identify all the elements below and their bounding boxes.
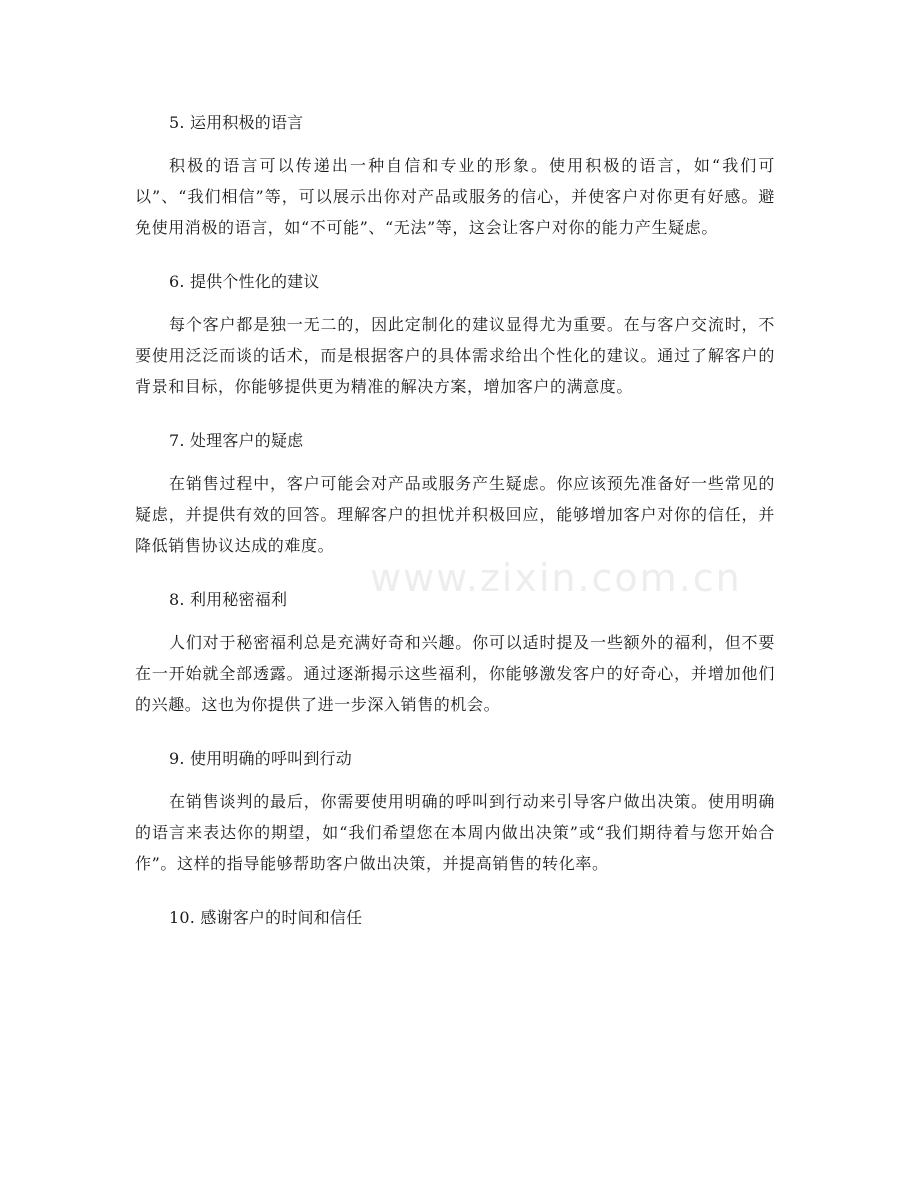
- section-heading: 6. 提供个性化的建议: [169, 272, 320, 291]
- section-10: [135, 903, 775, 933]
- section-9: [135, 744, 775, 879]
- section-body: 在销售过程中，客户可能会对产品或服务产生疑虑。你应该预先准备好一些常见的疑虑，并提供有效的回答。理解客户的担忧并积极回应，能够增加客户对你的信任，并降低销售协议达成的难度。: [135, 474, 775, 555]
- section-7: [135, 426, 775, 561]
- section-5: [135, 108, 775, 243]
- document-content: [135, 108, 775, 933]
- section-body: 人们对于秘密福利总是充满好奇和兴趣。你可以适时提及一些额外的福利，但不要在一开始就全部透露。通过逐渐揭示这些福利，你能够激发客户的好奇心，并增加他们的兴趣。这也为你提供了进一步深入销售的机会。: [135, 633, 775, 714]
- section-8: [135, 585, 775, 720]
- section-6: [135, 267, 775, 402]
- section-body: 在销售谈判的最后，你需要使用明确的呼叫到行动来引导客户做出决策。使用明确的语言来表达你的期望，如“我们希望您在本周内做出决策”或“我们期待着与您开始合作”。这样的指导能够帮助客户做出决策，并提高销售的转化率。: [135, 792, 775, 873]
- section-body: 积极的语言可以传递出一种自信和专业的形象。使用积极的语言，如“我们可以”、“我们相信”等，可以展示出你对产品或服务的信心，并使客户对你更有好感。避免使用消极的语言，如“不可能”、“无法”等，这会让客户对你的能力产生疑虑。: [135, 156, 775, 237]
- section-heading: 7. 处理客户的疑虑: [169, 431, 304, 450]
- section-heading: 5. 运用积极的语言: [169, 113, 304, 132]
- watermark: www.zixin.com.cn: [370, 556, 742, 600]
- section-heading: 9. 使用明确的呼叫到行动: [169, 749, 352, 768]
- section-body: 每个客户都是独一无二的，因此定制化的建议显得尤为重要。在与客户交流时，不要使用泛泛而谈的话术，而是根据客户的具体需求给出个性化的建议。通过了解客户的背景和目标，你能够提供更为精准的解决方案，增加客户的满意度。: [135, 315, 775, 396]
- section-heading: 10. 感谢客户的时间和信任: [169, 908, 363, 927]
- section-heading: 8. 利用秘密福利: [169, 590, 288, 609]
